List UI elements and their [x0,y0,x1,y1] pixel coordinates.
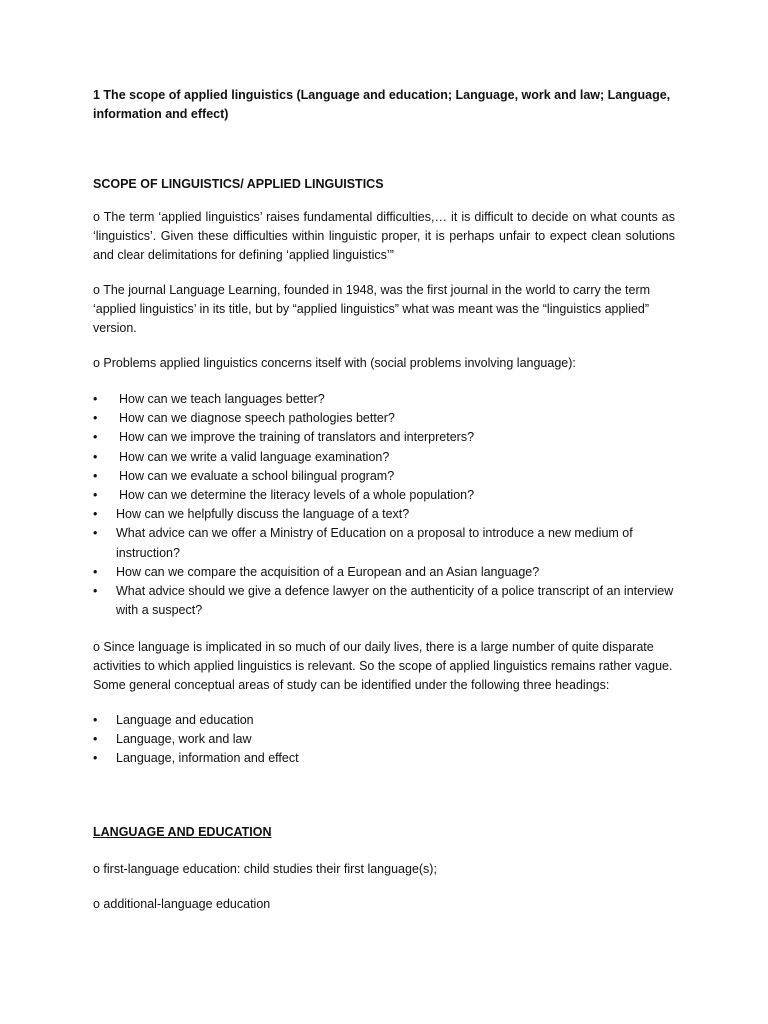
section-heading-scope: SCOPE OF LINGUISTICS/ APPLIED LINGUISTICS [93,177,384,191]
bullet-icon: • [93,430,98,445]
paragraph-scope-vague: o Since language is implicated in so much of our daily lives, there is a large number of quite disparate activities to which applied linguistics is relevant. So the scope of applied linguistics remains rather vague. Some general conceptual areas of study can be identified under the following three headings: [93,640,673,692]
list-item: • How can we determine the literacy levels of a whole population? [93,486,675,505]
list-item: • How can we helpfully discuss the language of a text? [93,505,675,524]
bullet-icon: • [93,751,98,766]
bullet-icon: • [93,732,98,747]
bullet-icon: • [93,411,98,426]
list-item: • How can we evaluate a school bilingual program? [93,467,675,486]
bullet-icon: • [93,507,98,522]
list-item: • How can we improve the training of translators and interpreters? [93,428,675,447]
bullet-icon: • [93,584,98,599]
bullet-icon: • [93,392,98,406]
list-item: • Language and education [93,711,675,730]
bullet-icon: • [93,449,98,464]
section-heading-language-education: LANGUAGE AND EDUCATION [93,825,272,839]
bullet-icon: • [93,468,98,483]
document-title: 1 The scope of applied linguistics (Language and education; Language, work and law; Language, information and effect) [93,88,671,121]
paragraph-journal-language-learning: o The journal Language Learning, founded in 1948, was the first journal in the world to carry the term ‘applied linguistics’ in its title, but by “applied linguistics” what was meant was the “linguistics applied” version. [93,283,651,335]
problems-list [93,390,675,620]
list-item: • How can we write a valid language examination? [93,448,675,467]
paragraph-first-language-education: o first-language education: child studies their first language(s); [93,862,437,876]
list-item: • Language, information and effect [93,749,675,768]
bullet-icon: • [93,526,98,541]
paragraph-problems-intro: o Problems applied linguistics concerns itself with (social problems involving language): [93,356,576,370]
list-item: • Language, work and law [93,730,675,749]
paragraph-additional-language-education: o additional-language education [93,897,271,911]
headings-list [93,711,675,769]
list-item: • What advice can we offer a Ministry of Education on a proposal to introduce a new medium of instruction? [93,526,633,560]
list-item: • How can we compare the acquisition of a European and an Asian language? [93,563,675,582]
bullet-icon: • [93,713,98,727]
bullet-icon: • [93,564,98,579]
list-item: • How can we diagnose speech pathologies better? [93,409,675,428]
list-item: • What advice should we give a defence lawyer on the authenticity of a police transcript of an interview with a suspect? [93,584,674,618]
paragraph-term-applied-linguistics: o The term ‘applied linguistics’ raises fundamental difficulties,… it is difficult to decide on what counts as ‘linguistics’. Given these difficulties within linguistic proper, it is perhaps unfair to expect clean solutions and clear delimitations for defining ‘applied linguistics’” [93,210,675,262]
list-item: • How can we teach languages better? [93,390,675,409]
bullet-icon: • [93,488,98,503]
